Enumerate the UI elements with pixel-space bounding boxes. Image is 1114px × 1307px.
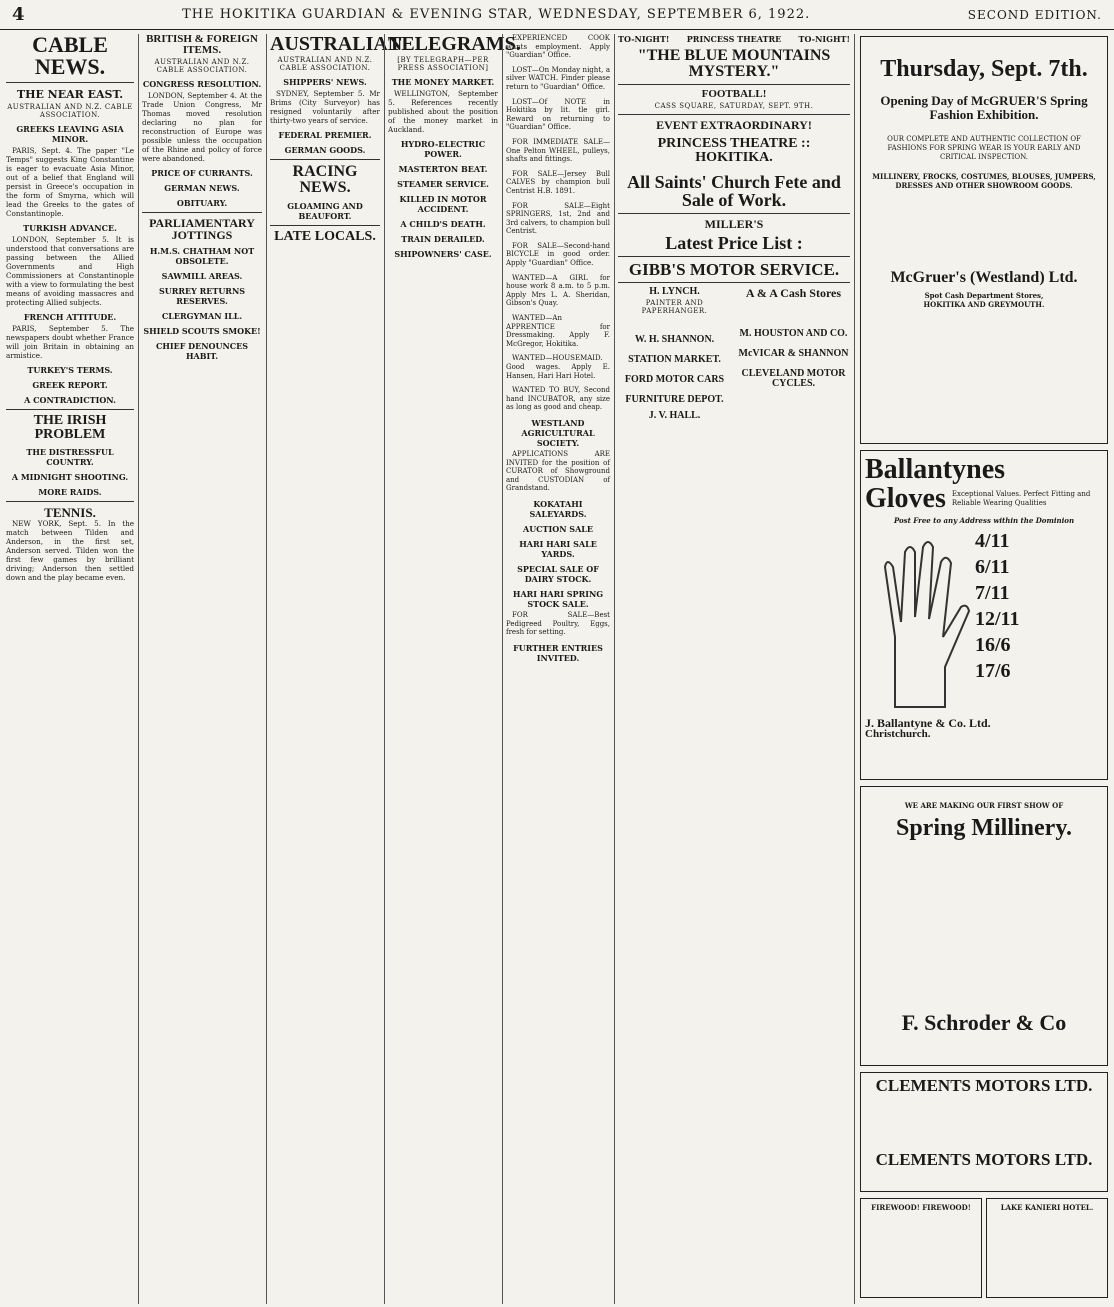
ad-text: CASS SQUARE, SATURDAY, SEPT. 9TH.: [654, 102, 814, 110]
article-heading: KOKATAHI SALEYARDS.: [529, 498, 587, 519]
paper-title: THE HOKITIKA GUARDIAN & EVENING STAR, WEDNESDAY, SEPTEMBER 6, 1922.: [182, 7, 811, 22]
ad-firewood: [860, 1198, 982, 1298]
classified-ad: APPLICATIONS ARE INVITED for the position of CURATOR of Showground and CUSTODIAN of Grandstand.: [506, 449, 610, 493]
ad-headline: PRINCESS THEATRE :: HOKITIKA.: [657, 136, 811, 165]
article-heading: GREEK REPORT.: [32, 380, 108, 390]
ad-headline: FURNITURE DEPOT.: [625, 394, 724, 405]
column-local-ads: [618, 34, 850, 1304]
column-british-foreign: [142, 34, 262, 1304]
section-heading: PARLIAMENTARY JOTTINGS: [149, 216, 255, 242]
ad-text: TO-NIGHT!: [618, 34, 670, 44]
section-heading: LATE LOCALS.: [274, 229, 376, 244]
price-tag: 12/11: [975, 607, 1020, 630]
ad-kanieri: [986, 1198, 1108, 1298]
classified-ad: FOR IMMEDIATE SALE—One Pelton WHEEL, pulleys, shafts and fittings.: [506, 137, 610, 164]
article-heading: TRAIN DERAILED.: [401, 234, 485, 244]
article-text: NEW YORK, Sept. 5. In the match between Tilden and Anderson, in the first set, Anderson served. Tilden won the first few games by brilliant driving; Anderson then settled down and the play became even.: [6, 519, 134, 582]
ad-headline: FOOTBALL!: [701, 88, 767, 100]
ad-headline: A & A Cash Stores: [745, 286, 842, 300]
article-heading: STEAMER SERVICE.: [397, 179, 489, 189]
page-number: 4: [12, 4, 25, 25]
article-heading: FRENCH ATTITUDE.: [23, 312, 117, 322]
credit-line: AUSTRALIAN AND N.Z. CABLE ASSOCIATION.: [7, 103, 133, 119]
edition-label: SECOND EDITION.: [967, 7, 1102, 22]
ad-text: WE ARE MAKING OUR FIRST SHOW OF: [904, 801, 1064, 810]
ad-headline: McGruer's (Westland) Ltd.: [890, 269, 1078, 287]
article-heading: GERMAN NEWS.: [164, 183, 240, 193]
ad-headline: F. Schroder & Co: [901, 1010, 1067, 1036]
credit-line: AUSTRALIAN AND N.Z. CABLE ASSOCIATION.: [154, 58, 250, 74]
article-heading: CONGRESS RESOLUTION.: [142, 79, 262, 89]
ad-headline: "THE BLUE MOUNTAINS MYSTERY.": [637, 47, 831, 80]
masthead: [0, 0, 1114, 30]
classified-ad: WANTED—An APPRENTICE for Dressmaking. Apply F. McGregor, Hokitika.: [506, 314, 610, 348]
classified-ad: WANTED TO BUY, Second hand INCUBATOR, any size as long as good and cheap.: [506, 386, 610, 412]
ad-headline: Sale of Work.: [681, 190, 787, 210]
article-heading: TURKEY'S TERMS.: [27, 365, 113, 375]
classified-ad: EXPERIENCED COOK wants employment. Apply "Guardian" Office.: [506, 34, 610, 60]
ad-headline: MILLER'S: [704, 217, 764, 231]
article-heading: H.M.S. CHATHAM NOT OBSOLETE.: [149, 246, 255, 266]
classified-ad: WANTED—HOUSEMAID. Good wages. Apply E. Hansen, Hari Hari Hotel.: [506, 354, 610, 380]
section-heading: THE IRISH PROBLEM: [33, 413, 107, 442]
ad-text: OUR COMPLETE AND AUTHENTIC COLLECTION OF FASHIONS FOR SPRING WEAR IS YOUR EARLY AND CRITICAL INSPECTION.: [887, 135, 1081, 162]
article-text: LONDON, September 4. At the Trade Union Congress, Mr Thomas moved resolution declaring no plan for reconstruction of Europe was possible unless the occupation of the Rhine and policy of force were abandoned.: [142, 91, 262, 163]
ad-headline: CLEVELAND MOTOR CYCLES.: [741, 368, 846, 389]
ad-text: PRINCESS THEATRE: [686, 34, 782, 44]
article-heading: SURREY RETURNS RESERVES.: [158, 286, 246, 306]
article-heading: SAWMILL AREAS.: [161, 271, 243, 281]
ad-text: Post Free to any Address within the Dominion: [893, 515, 1075, 525]
price-tag: 7/11: [975, 581, 1010, 604]
classified-ad: WANTED—A GIRL for house work 8 a.m. to 5 p.m. Apply Mrs L. A. Sheridan, Gibson's Quay.: [506, 273, 610, 308]
ad-headline: McVICAR & SHANNON: [738, 348, 849, 359]
section-heading: AUSTRALIAN: [270, 33, 403, 55]
glove-icon: [865, 527, 975, 717]
article-heading: GERMAN GOODS.: [284, 145, 366, 155]
article-heading: A MIDNIGHT SHOOTING.: [11, 472, 129, 482]
article-heading: FURTHER ENTRIES INVITED.: [513, 642, 603, 663]
article-heading: SHIPOWNERS' CASE.: [394, 249, 492, 259]
article-heading: CHIEF DENOUNCES HABIT.: [155, 341, 249, 361]
ad-headline: W. H. SHANNON.: [634, 334, 715, 345]
section-heading: CABLE NEWS.: [32, 32, 108, 79]
ad-clements: [860, 1072, 1108, 1192]
ad-mcgruers: [860, 36, 1108, 444]
article-heading: TURKISH ADVANCE.: [23, 223, 117, 233]
section-heading: BRITISH & FOREIGN ITEMS.: [146, 33, 258, 56]
article-heading: CLERGYMAN ILL.: [161, 311, 243, 321]
ad-text: PAINTER AND PAPERHANGER.: [641, 299, 708, 315]
classified-ad: FOR SALE—Best Pedigreed Poultry, Eggs, fresh for setting.: [506, 610, 610, 637]
article-heading: SPECIAL SALE OF DAIRY STOCK.: [517, 563, 599, 584]
article-heading: MORE RAIDS.: [38, 487, 102, 497]
ad-headline: Latest Price List :: [665, 233, 803, 253]
article-heading: HYDRO-ELECTRIC POWER.: [400, 139, 486, 159]
article-heading: PRICE OF CURRANTS.: [151, 168, 253, 178]
article-heading: THE MONEY MARKET.: [391, 77, 495, 87]
classified-ad: FOR SALE—Jersey Bull CALVES by champion bull Centrist H.B. 1891.: [506, 169, 610, 195]
article-heading: SHIELD SCOUTS SMOKE!: [143, 326, 261, 336]
article-text: LONDON, September 5. It is understood that conversations are passing between the Allied Governments and High Commissioners at Constantinople with a view to formulating the best means of avoiding massacres and protecting Allied subjects.: [6, 235, 135, 307]
sub-heading: THE NEAR EAST.: [16, 88, 124, 101]
ad-text: HOKITIKA AND GREYMOUTH.: [923, 300, 1045, 310]
ad-headline: CLEMENTS MOTORS LTD.: [875, 1149, 1093, 1169]
ad-headline: Christchurch.: [865, 728, 931, 741]
ad-headline: J. Ballantyne & Co. Ltd.: [865, 715, 991, 730]
article-heading: THE DISTRESSFUL COUNTRY.: [26, 447, 114, 467]
classified-ad: FOR SALE—Eight SPRINGERS, 1st, 2nd and 3rd calvers, to champion bull Centrist.: [506, 201, 610, 236]
ad-headline: Thursday, Sept. 7th.: [880, 56, 1088, 82]
ad-ballantynes: [860, 450, 1108, 780]
ad-text: TO-NIGHT!: [798, 34, 850, 44]
article-heading: GLOAMING AND BEAUFORT.: [287, 201, 363, 221]
article-heading: A CONTRADICTION.: [24, 395, 116, 405]
ad-headline: M. HOUSTON AND CO.: [739, 328, 848, 339]
price-tag: 4/11: [975, 529, 1010, 552]
article-heading: FEDERAL PREMIER.: [278, 130, 372, 140]
column-classified: [506, 34, 610, 1304]
ad-headline: J. V. HALL.: [648, 410, 701, 421]
ad-headline: Ballantynes: [865, 454, 1006, 485]
ad-headline: Gloves: [865, 483, 946, 515]
ad-text: Exceptional Values. Perfect Fitting and Reliable Wearing Qualities: [951, 490, 1091, 508]
column-telegrams: [388, 33, 521, 1304]
price-tag: 6/11: [975, 555, 1010, 578]
credit-line: [BY TELEGRAPH—PER PRESS ASSOCIATION]: [397, 56, 489, 72]
ad-headline: EVENT EXTRAORDINARY!: [656, 118, 812, 132]
article-text: PARIS, September 5. The newspapers doubt whether France will join Britain in obtaining an armistice.: [6, 324, 134, 360]
article-heading: SHIPPERS' NEWS.: [283, 77, 367, 87]
article-heading: GREEKS LEAVING ASIA MINOR.: [16, 124, 124, 144]
column-cable-news: [6, 34, 134, 1304]
article-text: PARIS, Sept. 4. The paper "Le Temps" suggests King Constantine is eager to evacuate Asia Minor, out of a belief that England will persist in Greece's occupation in the form of Smyrna, which will lead the Greeks to the gates of Constantinople.: [6, 146, 134, 218]
ad-text: FIREWOOD! FIREWOOD!: [871, 1203, 971, 1212]
classified-ad: LOST—On Monday night, a silver WATCH. Finder please return to "Guardian" Office.: [506, 65, 610, 91]
ad-headline: All Saints' Church Fete and: [627, 172, 841, 192]
section-heading: TELEGRAMS.: [388, 33, 521, 55]
ad-headline: H. LYNCH.: [649, 286, 700, 297]
article-heading: HARI HARI SPRING STOCK SALE.: [512, 588, 604, 609]
ad-schroder: [860, 786, 1108, 1066]
ad-headline: FORD MOTOR CARS: [624, 374, 725, 385]
article-heading: WESTLAND AGRICULTURAL SOCIETY.: [521, 417, 595, 448]
article-text: SYDNEY, September 5. Mr Brims (City Surveyor) has resigned voluntarily after thirty-two years of service.: [270, 89, 380, 125]
ad-headline: Spring Millinery.: [895, 815, 1072, 841]
classified-ad: LOST—Of NOTE in Hokitika by lit. tle girl. Reward on returning to "Guardian" Office.: [506, 97, 610, 132]
article-heading: A CHILD'S DEATH.: [400, 219, 486, 229]
ad-text: LAKE KANIERI HOTEL.: [1000, 1203, 1094, 1212]
section-heading: RACING NEWS.: [292, 163, 358, 196]
ad-text: MILLINERY, FROCKS, COSTUMES, BLOUSES, JUMPERS, DRESSES AND OTHER SHOWROOM GOODS.: [872, 172, 1096, 191]
article-text: WELLINGTON, September 5. References recently published about the position of the money market in Auckland.: [388, 89, 498, 134]
article-heading: KILLED IN MOTOR ACCIDENT.: [399, 194, 487, 214]
ad-headline: STATION MARKET.: [628, 354, 721, 365]
credit-line: AUSTRALIAN AND N.Z. CABLE ASSOCIATION.: [277, 56, 373, 72]
ad-headline: GIBB'S MOTOR SERVICE.: [628, 260, 840, 279]
article-heading: OBITUARY.: [176, 198, 228, 208]
price-tag: 16/6: [975, 633, 1011, 656]
ad-text: Spot Cash Department Stores,: [924, 291, 1044, 301]
section-heading: TENNIS.: [44, 505, 96, 520]
article-heading: HARI HARI SALE YARDS.: [519, 538, 597, 559]
article-heading: AUCTION SALE: [522, 523, 594, 534]
ad-headline: Opening Day of McGRUER'S Spring Fashion Exhibition.: [880, 93, 1088, 122]
price-tag: 17/6: [975, 659, 1011, 682]
article-heading: MASTERTON BEAT.: [398, 164, 488, 174]
column-australian: [270, 33, 403, 1304]
ad-headline: CLEMENTS MOTORS LTD.: [875, 1076, 1093, 1095]
classified-ad: FOR SALE—Second-hand BICYCLE in good order. Apply "Guardian" Office.: [506, 241, 610, 268]
